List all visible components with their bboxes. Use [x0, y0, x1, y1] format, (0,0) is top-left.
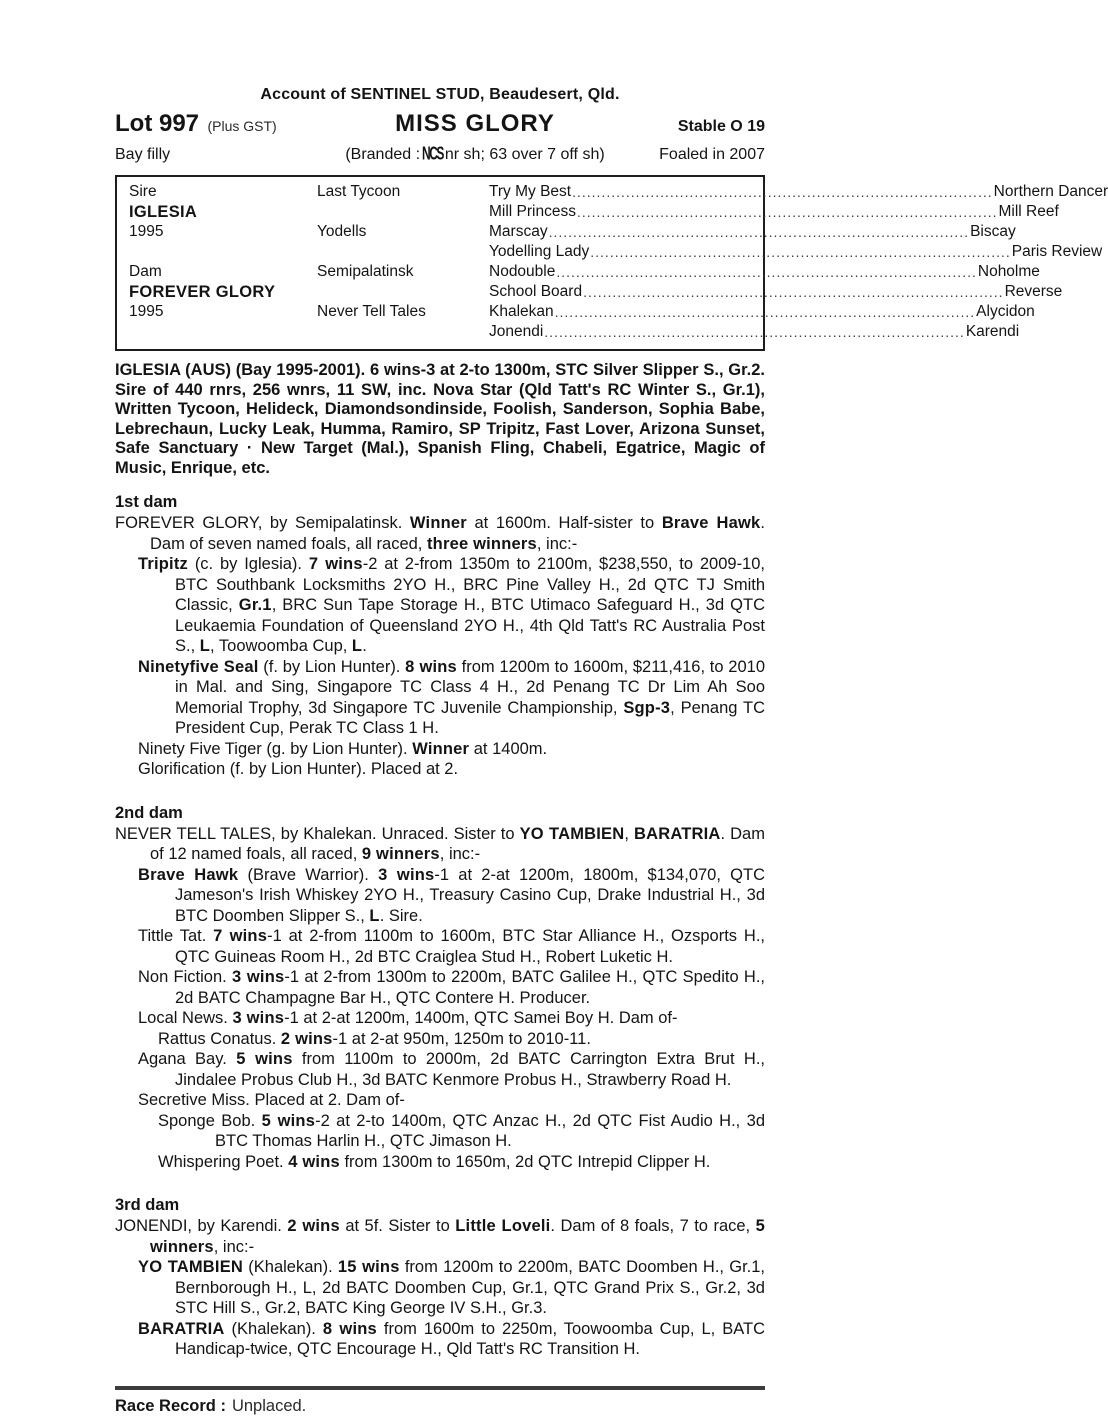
brand-line [315, 142, 635, 165]
first-dam-entries [115, 513, 765, 780]
brand-mark-icon: NCS [422, 142, 443, 165]
pedigree-cell-ancestors [489, 202, 1059, 222]
first-dam-heading: 1st dam [115, 493, 178, 511]
granddam: Nodouble [489, 263, 556, 280]
lot-number: Lot 997 [115, 110, 200, 137]
pedigree-entry: Glorification (f. by Lion Hunter). Placed at 2. [138, 760, 459, 778]
grandsire: Try My Best [489, 183, 572, 200]
pedigree-row [129, 302, 1035, 322]
pedigree-entry: Ninetyfive Seal (f. by Lion Hunter). 8 wins from 1200m to 1600m, $211,416, to 2010 in Mal. and Sing, Singapore TC Class 4 H., 2d Penang TC Dr Lim Ah Soo Memorial Trophy, 3d Singapore TC Juvenile Championship, Sgp-3, Penang TC President Cup, Perak TC Class 1 H. [138, 657, 766, 737]
pedigree-cell-ancestors [489, 182, 1108, 202]
dot-leader [577, 202, 998, 222]
dot-leader [555, 302, 976, 322]
pedigree-entry: Ninety Five Tiger (g. by Lion Hunter). Winner at 1400m. [138, 739, 548, 758]
stable-number: Stable O 19 [677, 118, 765, 135]
race-record-label: Race Record : [115, 1396, 226, 1415]
pedigree-cell-empty [129, 242, 317, 262]
pedigree-entry: NEVER TELL TALES, by Khalekan. Unraced. Sister to YO TAMBIEN, BARATRIA. Dam of 12 named foals, all raced, 9 winners, inc:- [115, 824, 765, 863]
pedigree-cell-parent [317, 242, 489, 262]
pedigree-cell-parent: Last Tycoon [317, 183, 401, 200]
pedigree-cell-ancestors [489, 322, 1020, 342]
third-dam-section [115, 1196, 765, 1360]
branded-prefix: (Branded : [345, 146, 421, 163]
dot-leader [549, 222, 970, 242]
pedigree-entry: Tittle Tat. 7 wins-1 at 2-from 1100m to 1600m, BTC Star Alliance H., Ozsports H., QTC Guineas Room H., 2d BTC Craiglea Stud H., Robert Luketic H. [138, 927, 766, 966]
pedigree-entry: Brave Hawk (Brave Warrior). 3 wins-1 at 2-at 1200m, 1800m, $134,070, QTC Jameson's Irish Whiskey 2YO H., Treasury Casino Cup, Drake Industrial H., 3d BTC Doomben Slipper S., L. Sire. [138, 865, 765, 925]
great-granddam: Noholme [977, 263, 1040, 280]
pedigree-cell-ancestors [489, 262, 1040, 282]
pedigree-entry: Whispering Poet. 4 wins from 1300m to 1650m, 2d QTC Intrepid Clipper H. [158, 1152, 711, 1171]
pedigree-entry: BARATRIA (Khalekan). 8 wins from 1600m to 2250m, Toowoomba Cup, L, BATC Handicap-twice, QTC Encourage H., Qld Tatt's RC Transition H. [138, 1319, 765, 1358]
pedigree-row [129, 182, 1108, 202]
third-dam-heading: 3rd dam [115, 1196, 180, 1214]
description-row [115, 142, 765, 165]
pedigree-entry: Rattus Conatus. 2 wins-1 at 2-at 950m, 1250m to 2010-11. [158, 1029, 591, 1048]
pedigree-cell-ancestors [489, 302, 1035, 322]
pedigree-cell-year: 1995 [129, 223, 164, 240]
pedigree-entry: Sponge Bob. 5 wins-2 at 2-to 1400m, QTC Anzac H., 2d QTC Fist Audio H., 3d BTC Thomas Harlin H., QTC Jimason H. [158, 1111, 766, 1150]
race-record-value: Unplaced. [231, 1396, 307, 1415]
pedigree-cell-parent: Never Tell Tales [317, 303, 426, 320]
granddam: Khalekan [489, 303, 554, 320]
great-grandsire: Northern Dancer [993, 183, 1108, 200]
pedigree-row [129, 222, 1016, 242]
pedigree-cell-year: 1995 [129, 303, 164, 320]
granddam: School Board [489, 283, 583, 300]
grandsire: Mill Princess [489, 203, 576, 220]
second-dam-heading: 2nd dam [115, 803, 183, 822]
lot-row [115, 110, 765, 138]
dot-leader [572, 182, 993, 202]
sex-description: Bay filly [115, 146, 171, 163]
lot-left [115, 110, 315, 138]
pedigree-entry: Non Fiction. 3 wins-1 at 2-from 1300m to 2200m, BATC Galilee H., QTC Spedito H., 2d BATC Champagne Bar H., QTC Contere H. Producer. [138, 968, 765, 1007]
great-granddam: Karendi [965, 323, 1020, 340]
pedigree-entry: Agana Bay. 5 wins from 1100m to 2000m, 2d BATC Carrington Extra Brut H., Jindalee Probus Club H., 3d BATC Kenmore Probus H., Strawberry Road H. [138, 1050, 765, 1089]
dot-leader [556, 262, 977, 282]
pedigree-cell-ancestors [489, 282, 1063, 302]
pedigree-cell-parent [317, 202, 489, 222]
dot-leader [544, 322, 965, 342]
pedigree-cell-parent [317, 322, 489, 342]
gst-note: (Plus GST) [207, 118, 277, 134]
grandsire: Yodelling Lady [489, 243, 590, 260]
pedigree-cell-ancestors [489, 222, 1016, 242]
second-dam-entries [115, 824, 765, 1173]
first-dam-section [115, 493, 765, 780]
branded-suffix: nr sh; 63 over 7 off sh) [444, 146, 605, 163]
pedigree-cell-sire-name: IGLESIA [129, 203, 198, 221]
account-line: Account of SENTINEL STUD, Beaudesert, Qld. [260, 86, 620, 103]
pedigree-cell-ancestors [489, 242, 1103, 262]
pedigree-row [129, 242, 1103, 262]
pedigree-row [129, 282, 1063, 302]
pedigree-entry: Tripitz (c. by Iglesia). 7 wins-2 at 2-from 1350m to 2100m, $238,550, to 2009-10, BTC Southbank Locksmiths 2YO H., BRC Pine Valley H., 2d QTC TJ Smith Classic, Gr.1, BRC Sun Tape Storage H., BTC Utimaco Safeguard H., 3d QTC Leukaemia Foundation of Queensland 2YO H., 4th Qld Tatt's RC Australia Post S., L, Toowoomba Cup, L. [138, 555, 765, 655]
pedigree-entry: Local News. 3 wins-1 at 2-at 1200m, 1400m, QTC Samei Boy H. Dam of- [138, 1009, 678, 1027]
pedigree-cell-parent [317, 282, 489, 302]
pedigree-row [129, 322, 1020, 342]
dot-leader [590, 242, 1011, 262]
great-grandsire: Paris Review [1011, 243, 1103, 260]
great-grandsire: Biscay [970, 223, 1016, 240]
pedigree-entry: FOREVER GLORY, by Semipalatinsk. Winner at 1600m. Half-sister to Brave Hawk. Dam of seven named foals, all raced, three winners, inc:- [115, 514, 765, 553]
pedigree-table [115, 175, 1108, 351]
pedigree-entry: YO TAMBIEN (Khalekan). 15 wins from 1200m to 2200m, BATC Doomben H., Gr.1, Bernborough H., L, 2d BATC Doomben Cup, Gr.1, QTC Grand Prix S., Gr.2, 3d STC Hill S., Gr.2, BATC King George IV S.H., Gr.3. [138, 1258, 765, 1317]
dot-leader [583, 282, 1004, 302]
second-dam-section [115, 804, 765, 1173]
race-record [115, 1386, 765, 1416]
pedigree-row [129, 262, 1040, 282]
pedigree-entry: Secretive Miss. Placed at 2. Dam of- [138, 1091, 405, 1109]
great-granddam: Alycidon [976, 303, 1035, 320]
pedigree-cell-dam-name: FOREVER GLORY [129, 283, 276, 301]
pedigree-cell-parent: Semipalatinsk [317, 263, 414, 280]
great-granddam: Reverse [1004, 283, 1063, 300]
pedigree-row [129, 202, 1059, 222]
pedigree-entry: JONENDI, by Karendi. 2 wins at 5f. Sister to Little Loveli. Dam of 8 foals, 7 to race, 5 winners, inc:- [115, 1217, 766, 1256]
granddam: Jonendi [489, 323, 544, 340]
foaled-year: Foaled in 2007 [659, 146, 765, 163]
pedigree-cell-role: Dam [129, 263, 162, 280]
great-grandsire: Mill Reef [998, 203, 1059, 220]
grandsire: Marscay [489, 223, 548, 240]
pedigree-cell-role: Sire [129, 183, 157, 200]
pedigree-cell-parent: Yodells [317, 223, 367, 240]
sire-summary-paragraph: IGLESIA (AUS) (Bay 1995-2001). 6 wins-3 at 2-to 1300m, STC Silver Slipper S., Gr.2. Sire of 440 rnrs, 256 wnrs, 11 SW, inc. Nova Star (Qld Tatt's RC Winter S., Gr.1), Written Tycoon, Helideck, Diamondsondinside, Foolish, Sanderson, Sophia Babe, Lebrechaun, Lucky Leak, Humma, Ramiro, SP Tripitz, Fast Lover, Arizona Sunset, Safe Sanctuary · New Target (Mal.), Spanish Fling, Chabeli, Egatrice, Magic of Music, Enrique, etc. [115, 361, 765, 477]
third-dam-entries [115, 1216, 765, 1360]
pedigree-cell-empty [129, 322, 317, 342]
horse-name: MISS GLORY [395, 110, 555, 137]
